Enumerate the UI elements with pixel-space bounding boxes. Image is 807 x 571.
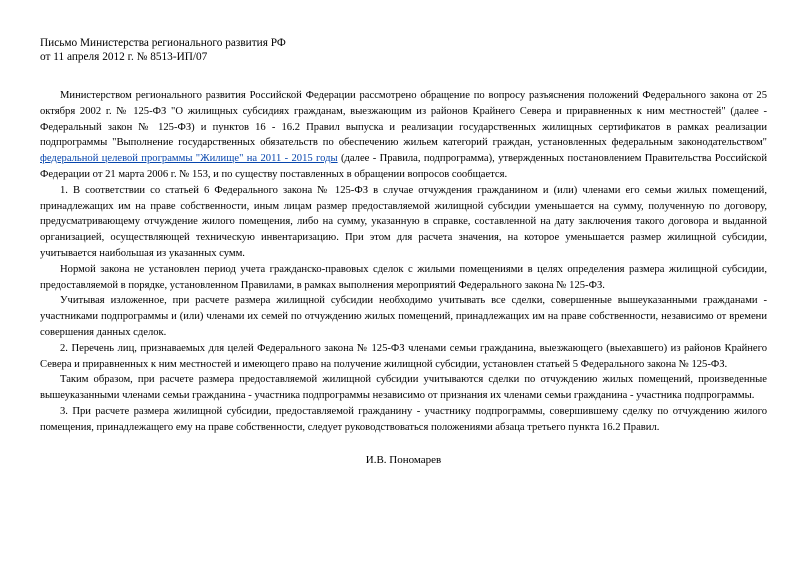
paragraph-intro (40, 88, 767, 183)
paragraph-intro-text-start: Министерством регионального развития Российской Федерации рассмотрено обращение по вопросу разъяснения положений Федерального закона от 25 октября 2002 г. № 125-ФЗ "О жилищных субсидиях гражданам, выезжающим из районов Крайнего Севера и приравненных к ним местностей" (далее - Федеральный закон № 125-ФЗ) и пунктов 16 - 16.2 Правил выпуска и реализации государственных жилищных сертификатов в рамках реализации подпрограммы "Выполнение государственных обязательств по обеспечению жильем категорий граждан, установленных федеральным законодательством" (40, 90, 767, 149)
paragraph-intro-text-end: (далее - Правила, подпрограмма), утвержденных постановлением Правительства Российской Федерации от 21 марта 2006 г. № 153, и по существу поставленных в обращении вопросов сообщается. (40, 153, 767, 180)
paragraph-item-1: 1. В соответствии со статьей 6 Федерального закона № 125-ФЗ в случае отчуждения гражданином и (или) членами его семьи жилых помещений, принадлежащих им на праве собственности, иным лицам размер предоставляемой жилищной субсидии уменьшается на сумму, полученную по договору, предусматривающему отчуждение жилого помещения, либо на сумму, указанную в справке, составленной на дату заключения такого договора и выданной организацией, осуществляющей техническую инвентаризацию. При этом для расчета значения, на которое уменьшается размер жилищной субсидии, учитывается наибольшая из указанных сумм. (40, 184, 767, 259)
paragraph-item-3: 3. При расчете размера жилищной субсидии, предоставляемой гражданину - участнику подпрограммы, совершившему сделку по отчуждению жилого помещения, принадлежащего ему на праве собственности, следует руководствоваться положениями абзаца третьего пункта 16.2 Правил. (40, 405, 767, 433)
document-date-number: от 11 апреля 2012 г. № 8513-ИП/07 (40, 51, 208, 63)
paragraph-conclusion-1: Учитывая изложенное, при расчете размера жилищной субсидии необходимо учитывать все сделки, совершенные вышеуказанными гражданами - участниками подпрограммы и (или) членами их семей по отчуждению жилых помещений, принадлежащих им на праве собственности, независимо от времени совершения данных сделок. (40, 295, 767, 338)
paragraph-item-2: 2. Перечень лиц, признаваемых для целей Федерального закона № 125-ФЗ членами семьи гражданина, выезжающего (выехавшего) из районов Крайнего Севера и приравненных к ним местностей и имеющего право на получение жилищной субсидии, установлен статьей 5 Федерального закона № 125-ФЗ. (40, 342, 767, 370)
document-title: Письмо Министерства регионального развития РФ (40, 37, 286, 49)
paragraph-norm: Нормой закона не установлен период учета гражданско-правовых сделок с жилыми помещениями в целях определения размера жилищной субсидии, предоставляемой в порядке, установленном Правилами, в рамках выполнения мероприятий Федерального закона № 125-ФЗ. (40, 263, 767, 291)
document-body (40, 88, 767, 436)
program-link[interactable]: федеральной целевой программы "Жилище" на 2011 - 2015 годы (40, 153, 338, 165)
paragraph-conclusion-2: Таким образом, при расчете размера предоставляемой жилищной субсидии учитываются сделки по отчуждению жилых помещений, произведенные вышеуказанными членами семьи гражданина - участника подпрограммы независимо от признания их членами семьи гражданина - участника подпрограммы. (40, 374, 767, 402)
document-header (40, 36, 767, 64)
signature: И.В. Пономарев (365, 453, 442, 466)
document-page (40, 36, 767, 467)
